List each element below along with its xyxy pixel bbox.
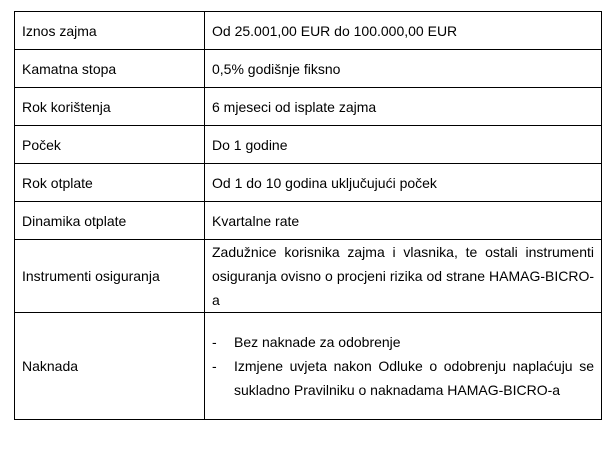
table-row	[15, 12, 602, 50]
fee-list-item	[212, 354, 594, 402]
dash-bullet: -	[212, 358, 217, 374]
row-value-repayment-schedule: Kvartalne rate	[205, 202, 602, 240]
row-label-interest-rate: Kamatna stopa	[15, 50, 205, 88]
table-row	[15, 126, 602, 164]
row-label-fee: Naknada	[15, 313, 205, 420]
row-label-collateral: Instrumenti osiguranja	[15, 240, 205, 313]
table-row	[15, 202, 602, 240]
row-label-grace-period: Poček	[15, 126, 205, 164]
fee-item-text: Izmjene uvjeta nakon Odluke o odobrenju naplaćuju se sukladno Pravilniku o naknadama HAMAG-BICRO-a	[234, 358, 594, 398]
row-label-repayment-schedule: Dinamika otplate	[15, 202, 205, 240]
row-label-loan-amount: Iznos zajma	[15, 12, 205, 50]
fee-list	[212, 330, 594, 402]
dash-bullet: -	[212, 334, 217, 350]
row-label-usage-period: Rok korištenja	[15, 88, 205, 126]
row-label-repayment-period: Rok otplate	[15, 164, 205, 202]
fee-item-text: Bez naknade za odobrenje	[234, 334, 401, 350]
row-value-fee	[205, 313, 602, 420]
row-value-grace-period: Do 1 godine	[205, 126, 602, 164]
row-value-interest-rate: 0,5% godišnje fiksno	[205, 50, 602, 88]
row-value-repayment-period: Od 1 do 10 godina uključujući poček	[205, 164, 602, 202]
loan-terms-table	[14, 11, 602, 420]
table-row	[15, 313, 602, 420]
table-row	[15, 164, 602, 202]
table-row	[15, 88, 602, 126]
fee-list-item	[212, 330, 594, 354]
row-value-collateral: Zadužnice korisnika zajma i vlasnika, te ostali instrumenti osiguranja ovisno o procjeni rizika od strane HAMAG-BICRO-a	[205, 240, 602, 313]
row-value-loan-amount: Od 25.001,00 EUR do 100.000,00 EUR	[205, 12, 602, 50]
table-row	[15, 240, 602, 313]
table-row	[15, 50, 602, 88]
row-value-usage-period: 6 mjeseci od isplate zajma	[205, 88, 602, 126]
